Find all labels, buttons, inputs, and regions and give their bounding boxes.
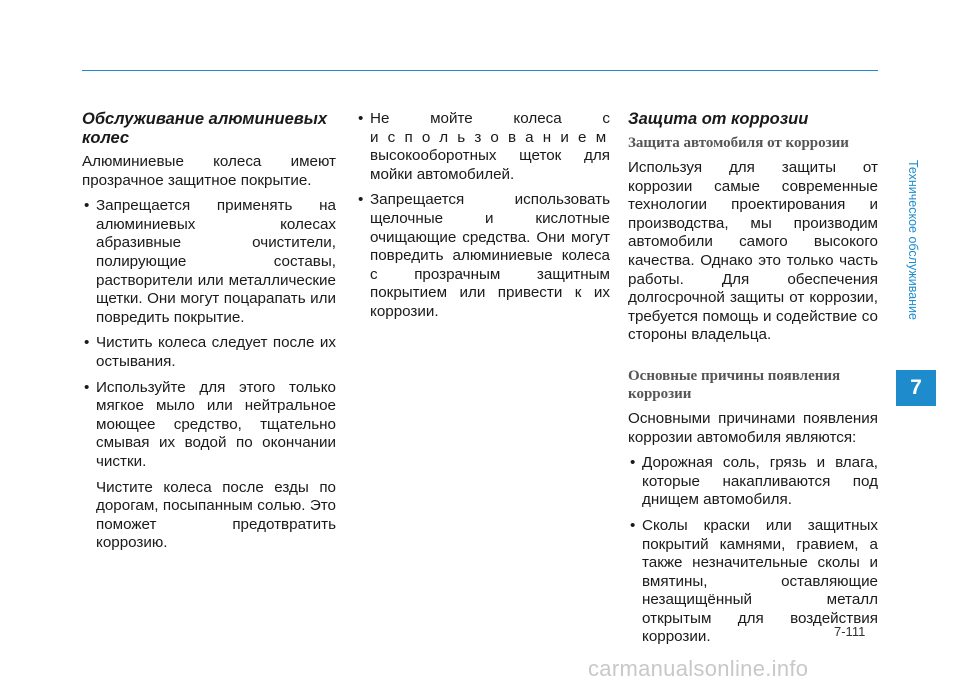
list-item-line: использованием	[370, 128, 616, 146]
bullet-list	[356, 110, 616, 322]
middle-column	[356, 110, 616, 329]
watermark: carmanualsonline.info	[588, 656, 809, 681]
note-paragraph: Чистите колеса после езды по дорогам, посыпанным солью. Это поможет предотвратить коррозию.	[96, 478, 336, 552]
section-heading: Защита от коррозии	[628, 110, 809, 128]
right-column	[628, 110, 878, 654]
list-item: • Чистить колеса следует после их остывания.	[82, 334, 336, 371]
list-item: • Запрещается использовать щелочные и кислотные очищающие средства. Они могут повредить алюминиевые колеса с прозрачным защитным покрытием или привести к их коррозии.	[356, 191, 610, 321]
page-number: 7-111	[834, 624, 866, 639]
bullet-list	[82, 197, 336, 471]
list-item: • Запрещается применять на алюминиевых колесах абразивные очистители, полирующие составы, растворители или металлические щетки. Они могут поцарапать или повредить покрытие.	[82, 197, 336, 327]
list-item-line: • Не мойте колеса с	[370, 110, 610, 127]
side-section-title: Техническое обслуживание	[906, 160, 920, 320]
intro-paragraph: Алюминиевые колеса имеют прозрачное защитное покрытие.	[82, 153, 336, 189]
list-item-line: высокооборотных щеток для мойки автомобилей.	[370, 147, 610, 183]
left-column	[82, 110, 336, 560]
list-item: • Сколы краски или защитных покрытий камнями, гравием, а также незначительные сколы и вмятины, оставляющие незащищённый металл открытым для воздействия коррозии.	[628, 517, 878, 647]
chapter-tab: 7	[896, 370, 936, 406]
subheading: Защита автомобиля от коррозии	[628, 135, 849, 151]
paragraph: Используя для защиты от коррозии самые современные технологии проектирования и производства, мы производим автомобили самого высокого качества. Однако это только часть работы. Для обеспечения долгосрочной защиты от коррозии, требуется помощь и содействие со стороны владельца.	[628, 159, 878, 344]
list-item: • Дорожная соль, грязь и влага, которые накапливаются под днищем автомобиля.	[628, 454, 878, 510]
section-heading: Обслуживание алюминиевых колес	[82, 110, 328, 147]
list-item: • Используйте для этого только мягкое мыло или нейтральное моющее средство, тщательно смывая их водой по окончании чистки.	[82, 379, 336, 472]
bullet-list	[628, 454, 878, 647]
list-item	[356, 110, 616, 184]
top-rule	[82, 70, 878, 71]
paragraph: Основными причинами появления коррозии автомобиля являются:	[628, 409, 878, 446]
subheading: Основные причины появления коррозии	[628, 367, 841, 402]
